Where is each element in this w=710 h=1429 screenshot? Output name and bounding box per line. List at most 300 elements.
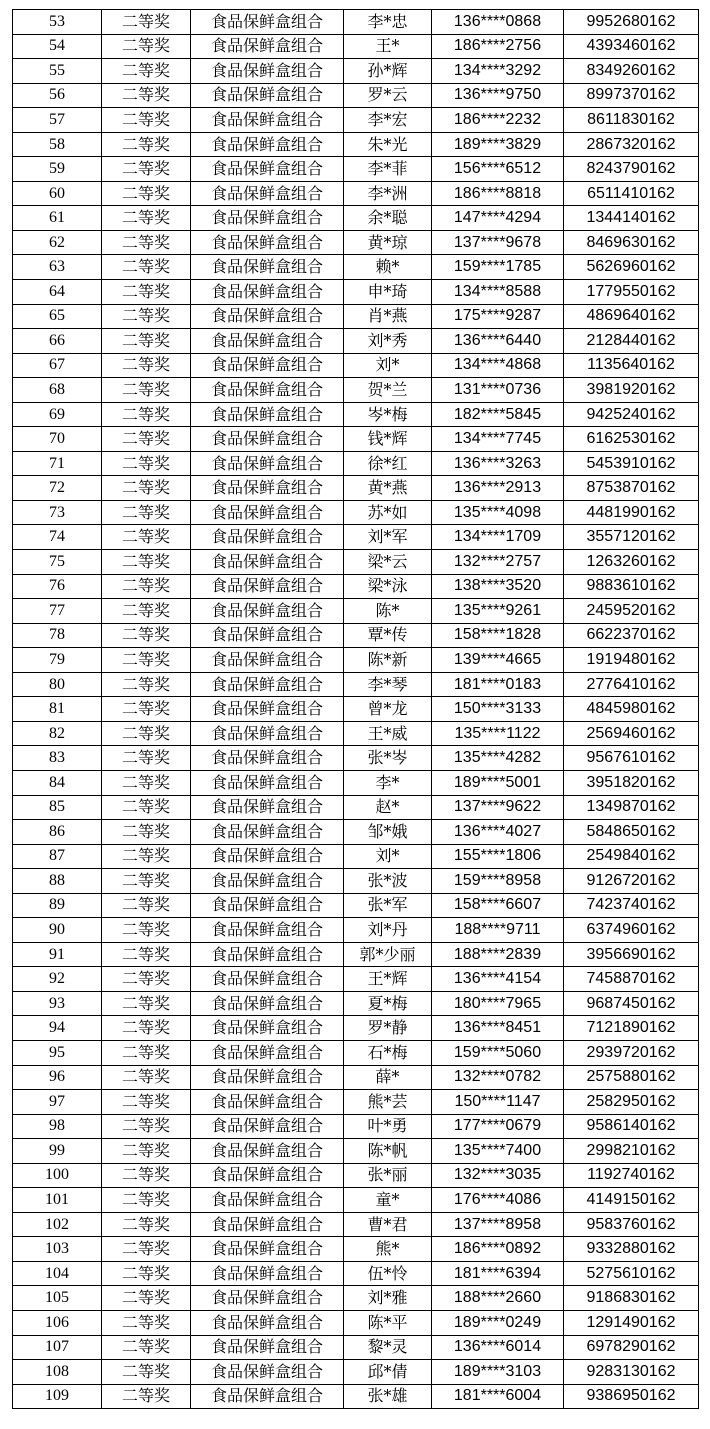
table-row <box>13 1040 699 1065</box>
entry-code-cell: 4393460162 <box>564 34 699 59</box>
phone-number-cell: 135****4098 <box>432 500 564 525</box>
prize-item-cell: 食品保鲜盒组合 <box>191 402 344 427</box>
row-number-cell: 102 <box>13 1212 102 1237</box>
phone-number-cell: 181****6394 <box>432 1261 564 1286</box>
entry-code-cell: 1135640162 <box>564 353 699 378</box>
entry-code-cell: 7458870162 <box>564 967 699 992</box>
entry-code-cell: 1291490162 <box>564 1310 699 1335</box>
table-row <box>13 427 699 452</box>
table-row <box>13 991 699 1016</box>
row-number-cell: 76 <box>13 574 102 599</box>
winner-name-cell: 伍*怜 <box>344 1261 432 1286</box>
prize-level-cell: 二等奖 <box>102 329 191 354</box>
prize-item-cell: 食品保鲜盒组合 <box>191 1310 344 1335</box>
phone-number-cell: 186****2232 <box>432 108 564 133</box>
table-row <box>13 623 699 648</box>
prize-item-cell: 食品保鲜盒组合 <box>191 623 344 648</box>
entry-code-cell: 9687450162 <box>564 991 699 1016</box>
phone-number-cell: 135****1122 <box>432 721 564 746</box>
prize-item-cell: 食品保鲜盒组合 <box>191 599 344 624</box>
row-number-cell: 108 <box>13 1360 102 1385</box>
prize-item-cell: 食品保鲜盒组合 <box>191 500 344 525</box>
prize-level-cell: 二等奖 <box>102 574 191 599</box>
phone-number-cell: 137****8958 <box>432 1212 564 1237</box>
prize-item-cell: 食品保鲜盒组合 <box>191 721 344 746</box>
row-number-cell: 90 <box>13 918 102 943</box>
table-row <box>13 1310 699 1335</box>
table-row <box>13 181 699 206</box>
winner-name-cell: 李*琴 <box>344 672 432 697</box>
row-number-cell: 89 <box>13 893 102 918</box>
prize-level-cell: 二等奖 <box>102 1188 191 1213</box>
row-number-cell: 58 <box>13 132 102 157</box>
table-row <box>13 83 699 108</box>
phone-number-cell: 132****2757 <box>432 550 564 575</box>
winner-name-cell: 刘* <box>344 353 432 378</box>
winner-name-cell: 余*聪 <box>344 206 432 231</box>
row-number-cell: 61 <box>13 206 102 231</box>
prize-level-cell: 二等奖 <box>102 255 191 280</box>
winner-name-cell: 陈* <box>344 599 432 624</box>
entry-code-cell: 5848650162 <box>564 820 699 845</box>
table-row <box>13 1360 699 1385</box>
winner-name-cell: 赖* <box>344 255 432 280</box>
winners-sheet <box>12 9 699 1409</box>
prize-level-cell: 二等奖 <box>102 1139 191 1164</box>
table-row <box>13 550 699 575</box>
entry-code-cell: 9126720162 <box>564 869 699 894</box>
row-number-cell: 87 <box>13 844 102 869</box>
prize-level-cell: 二等奖 <box>102 550 191 575</box>
prize-item-cell: 食品保鲜盒组合 <box>191 1016 344 1041</box>
entry-code-cell: 6978290162 <box>564 1335 699 1360</box>
prize-item-cell: 食品保鲜盒组合 <box>191 1114 344 1139</box>
prize-level-cell: 二等奖 <box>102 500 191 525</box>
phone-number-cell: 136****3263 <box>432 451 564 476</box>
prize-level-cell: 二等奖 <box>102 108 191 133</box>
prize-item-cell: 食品保鲜盒组合 <box>191 574 344 599</box>
winner-name-cell: 刘*雅 <box>344 1286 432 1311</box>
winner-name-cell: 朱*光 <box>344 132 432 157</box>
table-row <box>13 108 699 133</box>
entry-code-cell: 8349260162 <box>564 59 699 84</box>
winner-name-cell: 赵* <box>344 795 432 820</box>
winner-name-cell: 曾*龙 <box>344 697 432 722</box>
entry-code-cell: 2998210162 <box>564 1139 699 1164</box>
prize-item-cell: 食品保鲜盒组合 <box>191 770 344 795</box>
prize-level-cell: 二等奖 <box>102 1335 191 1360</box>
prize-level-cell: 二等奖 <box>102 451 191 476</box>
prize-item-cell: 食品保鲜盒组合 <box>191 697 344 722</box>
entry-code-cell: 5453910162 <box>564 451 699 476</box>
entry-code-cell: 9567610162 <box>564 746 699 771</box>
winner-name-cell: 张*军 <box>344 893 432 918</box>
prize-item-cell: 食品保鲜盒组合 <box>191 34 344 59</box>
prize-item-cell: 食品保鲜盒组合 <box>191 550 344 575</box>
prize-level-cell: 二等奖 <box>102 599 191 624</box>
entry-code-cell: 4869640162 <box>564 304 699 329</box>
table-row <box>13 574 699 599</box>
entry-code-cell: 1263260162 <box>564 550 699 575</box>
phone-number-cell: 134****3292 <box>432 59 564 84</box>
row-number-cell: 92 <box>13 967 102 992</box>
winner-name-cell: 申*琦 <box>344 280 432 305</box>
prize-level-cell: 二等奖 <box>102 697 191 722</box>
prize-level-cell: 二等奖 <box>102 157 191 182</box>
entry-code-cell: 1344140162 <box>564 206 699 231</box>
table-row <box>13 648 699 673</box>
table-row <box>13 280 699 305</box>
entry-code-cell: 9425240162 <box>564 402 699 427</box>
row-number-cell: 85 <box>13 795 102 820</box>
winner-name-cell: 熊* <box>344 1237 432 1262</box>
row-number-cell: 54 <box>13 34 102 59</box>
row-number-cell: 75 <box>13 550 102 575</box>
prize-level-cell: 二等奖 <box>102 1261 191 1286</box>
winner-name-cell: 苏*如 <box>344 500 432 525</box>
phone-number-cell: 136****0868 <box>432 10 564 35</box>
entry-code-cell: 8243790162 <box>564 157 699 182</box>
entry-code-cell: 6511410162 <box>564 181 699 206</box>
prize-level-cell: 二等奖 <box>102 795 191 820</box>
row-number-cell: 107 <box>13 1335 102 1360</box>
table-row <box>13 967 699 992</box>
phone-number-cell: 131****0736 <box>432 378 564 403</box>
row-number-cell: 66 <box>13 329 102 354</box>
table-row <box>13 378 699 403</box>
prize-item-cell: 食品保鲜盒组合 <box>191 1212 344 1237</box>
table-row <box>13 942 699 967</box>
table-row <box>13 1139 699 1164</box>
row-number-cell: 56 <box>13 83 102 108</box>
phone-number-cell: 181****0183 <box>432 672 564 697</box>
phone-number-cell: 158****6607 <box>432 893 564 918</box>
prize-level-cell: 二等奖 <box>102 1286 191 1311</box>
entry-code-cell: 9883610162 <box>564 574 699 599</box>
phone-number-cell: 135****9261 <box>432 599 564 624</box>
entry-code-cell: 2575880162 <box>564 1065 699 1090</box>
entry-code-cell: 3557120162 <box>564 525 699 550</box>
prize-level-cell: 二等奖 <box>102 525 191 550</box>
prize-item-cell: 食品保鲜盒组合 <box>191 255 344 280</box>
phone-number-cell: 159****8958 <box>432 869 564 894</box>
phone-number-cell: 147****4294 <box>432 206 564 231</box>
phone-number-cell: 188****2660 <box>432 1286 564 1311</box>
row-number-cell: 70 <box>13 427 102 452</box>
entry-code-cell: 2459520162 <box>564 599 699 624</box>
prize-level-cell: 二等奖 <box>102 648 191 673</box>
prize-level-cell: 二等奖 <box>102 893 191 918</box>
table-row <box>13 746 699 771</box>
row-number-cell: 99 <box>13 1139 102 1164</box>
prize-item-cell: 食品保鲜盒组合 <box>191 893 344 918</box>
winner-name-cell: 李*洲 <box>344 181 432 206</box>
phone-number-cell: 135****4282 <box>432 746 564 771</box>
table-row <box>13 869 699 894</box>
row-number-cell: 88 <box>13 869 102 894</box>
winner-name-cell: 李*宏 <box>344 108 432 133</box>
prize-level-cell: 二等奖 <box>102 820 191 845</box>
row-number-cell: 81 <box>13 697 102 722</box>
prize-level-cell: 二等奖 <box>102 230 191 255</box>
winner-name-cell: 梁*云 <box>344 550 432 575</box>
table-row <box>13 1261 699 1286</box>
entry-code-cell: 3951820162 <box>564 770 699 795</box>
prize-item-cell: 食品保鲜盒组合 <box>191 451 344 476</box>
row-number-cell: 67 <box>13 353 102 378</box>
phone-number-cell: 134****8588 <box>432 280 564 305</box>
winner-name-cell: 邹*娥 <box>344 820 432 845</box>
prize-item-cell: 食品保鲜盒组合 <box>191 967 344 992</box>
winner-name-cell: 刘*秀 <box>344 329 432 354</box>
winner-name-cell: 王*威 <box>344 721 432 746</box>
table-row <box>13 820 699 845</box>
row-number-cell: 91 <box>13 942 102 967</box>
table-row <box>13 1188 699 1213</box>
table-row <box>13 1286 699 1311</box>
prize-item-cell: 食品保鲜盒组合 <box>191 230 344 255</box>
prize-level-cell: 二等奖 <box>102 1065 191 1090</box>
winner-name-cell: 夏*梅 <box>344 991 432 1016</box>
phone-number-cell: 155****1806 <box>432 844 564 869</box>
entry-code-cell: 8997370162 <box>564 83 699 108</box>
prize-item-cell: 食品保鲜盒组合 <box>191 648 344 673</box>
phone-number-cell: 188****2839 <box>432 942 564 967</box>
entry-code-cell: 1192740162 <box>564 1163 699 1188</box>
prize-level-cell: 二等奖 <box>102 280 191 305</box>
row-number-cell: 101 <box>13 1188 102 1213</box>
entry-code-cell: 1349870162 <box>564 795 699 820</box>
row-number-cell: 53 <box>13 10 102 35</box>
phone-number-cell: 135****7400 <box>432 1139 564 1164</box>
table-row <box>13 157 699 182</box>
prize-level-cell: 二等奖 <box>102 1212 191 1237</box>
entry-code-cell: 3956690162 <box>564 942 699 967</box>
prize-level-cell: 二等奖 <box>102 918 191 943</box>
entry-code-cell: 9586140162 <box>564 1114 699 1139</box>
entry-code-cell: 5626960162 <box>564 255 699 280</box>
row-number-cell: 98 <box>13 1114 102 1139</box>
entry-code-cell: 1779550162 <box>564 280 699 305</box>
prize-item-cell: 食品保鲜盒组合 <box>191 304 344 329</box>
entry-code-cell: 8611830162 <box>564 108 699 133</box>
phone-number-cell: 138****3520 <box>432 574 564 599</box>
prize-item-cell: 食品保鲜盒组合 <box>191 1335 344 1360</box>
winner-name-cell: 岑*梅 <box>344 402 432 427</box>
row-number-cell: 55 <box>13 59 102 84</box>
phone-number-cell: 189****0249 <box>432 1310 564 1335</box>
row-number-cell: 104 <box>13 1261 102 1286</box>
row-number-cell: 105 <box>13 1286 102 1311</box>
prize-item-cell: 食品保鲜盒组合 <box>191 991 344 1016</box>
entry-code-cell: 2776410162 <box>564 672 699 697</box>
phone-number-cell: 132****0782 <box>432 1065 564 1090</box>
entry-code-cell: 4149150162 <box>564 1188 699 1213</box>
entry-code-cell: 7423740162 <box>564 893 699 918</box>
entry-code-cell: 6622370162 <box>564 623 699 648</box>
entry-code-cell: 2549840162 <box>564 844 699 869</box>
winner-name-cell: 邱*倩 <box>344 1360 432 1385</box>
phone-number-cell: 137****9622 <box>432 795 564 820</box>
table-row <box>13 451 699 476</box>
table-row <box>13 672 699 697</box>
row-number-cell: 82 <box>13 721 102 746</box>
table-row <box>13 1212 699 1237</box>
winner-name-cell: 梁*泳 <box>344 574 432 599</box>
phone-number-cell: 186****8818 <box>432 181 564 206</box>
entry-code-cell: 1919480162 <box>564 648 699 673</box>
table-row <box>13 402 699 427</box>
prize-level-cell: 二等奖 <box>102 721 191 746</box>
winner-name-cell: 徐*红 <box>344 451 432 476</box>
prize-level-cell: 二等奖 <box>102 10 191 35</box>
row-number-cell: 83 <box>13 746 102 771</box>
winner-name-cell: 曹*君 <box>344 1212 432 1237</box>
prize-item-cell: 食品保鲜盒组合 <box>191 918 344 943</box>
row-number-cell: 79 <box>13 648 102 673</box>
phone-number-cell: 150****3133 <box>432 697 564 722</box>
entry-code-cell: 6374960162 <box>564 918 699 943</box>
entry-code-cell: 8753870162 <box>564 476 699 501</box>
prize-item-cell: 食品保鲜盒组合 <box>191 10 344 35</box>
phone-number-cell: 186****2756 <box>432 34 564 59</box>
phone-number-cell: 136****4154 <box>432 967 564 992</box>
row-number-cell: 63 <box>13 255 102 280</box>
prize-item-cell: 食品保鲜盒组合 <box>191 1040 344 1065</box>
row-number-cell: 86 <box>13 820 102 845</box>
phone-number-cell: 159****1785 <box>432 255 564 280</box>
prize-item-cell: 食品保鲜盒组合 <box>191 181 344 206</box>
table-row <box>13 525 699 550</box>
entry-code-cell: 8469630162 <box>564 230 699 255</box>
phone-number-cell: 132****3035 <box>432 1163 564 1188</box>
prize-level-cell: 二等奖 <box>102 132 191 157</box>
prize-item-cell: 食品保鲜盒组合 <box>191 1261 344 1286</box>
table-row <box>13 255 699 280</box>
prize-item-cell: 食品保鲜盒组合 <box>191 1286 344 1311</box>
row-number-cell: 93 <box>13 991 102 1016</box>
phone-number-cell: 159****5060 <box>432 1040 564 1065</box>
phone-number-cell: 188****9711 <box>432 918 564 943</box>
row-number-cell: 78 <box>13 623 102 648</box>
prize-level-cell: 二等奖 <box>102 353 191 378</box>
prize-item-cell: 食品保鲜盒组合 <box>191 942 344 967</box>
prize-item-cell: 食品保鲜盒组合 <box>191 820 344 845</box>
prize-item-cell: 食品保鲜盒组合 <box>191 206 344 231</box>
winner-name-cell: 李*菲 <box>344 157 432 182</box>
winner-name-cell: 贺*兰 <box>344 378 432 403</box>
prize-level-cell: 二等奖 <box>102 1040 191 1065</box>
winner-name-cell: 张*岑 <box>344 746 432 771</box>
prize-level-cell: 二等奖 <box>102 770 191 795</box>
table-row <box>13 1016 699 1041</box>
winner-name-cell: 孙*辉 <box>344 59 432 84</box>
winner-name-cell: 王* <box>344 34 432 59</box>
winner-name-cell: 叶*勇 <box>344 1114 432 1139</box>
prize-item-cell: 食品保鲜盒组合 <box>191 795 344 820</box>
table-row <box>13 599 699 624</box>
table-row <box>13 132 699 157</box>
row-number-cell: 68 <box>13 378 102 403</box>
entry-code-cell: 9952680162 <box>564 10 699 35</box>
entry-code-cell: 2128440162 <box>564 329 699 354</box>
table-row <box>13 795 699 820</box>
winner-name-cell: 张*丽 <box>344 1163 432 1188</box>
prize-level-cell: 二等奖 <box>102 402 191 427</box>
prize-item-cell: 食品保鲜盒组合 <box>191 1065 344 1090</box>
winner-name-cell: 郭*少丽 <box>344 942 432 967</box>
prize-level-cell: 二等奖 <box>102 1310 191 1335</box>
winner-name-cell: 黎*灵 <box>344 1335 432 1360</box>
entry-code-cell: 9186830162 <box>564 1286 699 1311</box>
row-number-cell: 71 <box>13 451 102 476</box>
entry-code-cell: 7121890162 <box>564 1016 699 1041</box>
table-row <box>13 329 699 354</box>
phone-number-cell: 189****5001 <box>432 770 564 795</box>
phone-number-cell: 134****7745 <box>432 427 564 452</box>
row-number-cell: 64 <box>13 280 102 305</box>
entry-code-cell: 2939720162 <box>564 1040 699 1065</box>
prize-item-cell: 食品保鲜盒组合 <box>191 1188 344 1213</box>
row-number-cell: 84 <box>13 770 102 795</box>
prize-level-cell: 二等奖 <box>102 623 191 648</box>
row-number-cell: 73 <box>13 500 102 525</box>
row-number-cell: 72 <box>13 476 102 501</box>
winner-name-cell: 李*忠 <box>344 10 432 35</box>
table-row <box>13 1237 699 1262</box>
winner-name-cell: 刘* <box>344 844 432 869</box>
row-number-cell: 57 <box>13 108 102 133</box>
prize-item-cell: 食品保鲜盒组合 <box>191 329 344 354</box>
prize-level-cell: 二等奖 <box>102 1237 191 1262</box>
winner-name-cell: 薛* <box>344 1065 432 1090</box>
entry-code-cell: 5275610162 <box>564 1261 699 1286</box>
row-number-cell: 74 <box>13 525 102 550</box>
winner-name-cell: 刘*军 <box>344 525 432 550</box>
phone-number-cell: 181****6004 <box>432 1384 564 1409</box>
prize-item-cell: 食品保鲜盒组合 <box>191 83 344 108</box>
phone-number-cell: 136****4027 <box>432 820 564 845</box>
row-number-cell: 59 <box>13 157 102 182</box>
phone-number-cell: 189****3103 <box>432 1360 564 1385</box>
winner-name-cell: 黄*燕 <box>344 476 432 501</box>
row-number-cell: 106 <box>13 1310 102 1335</box>
entry-code-cell: 4481990162 <box>564 500 699 525</box>
row-number-cell: 77 <box>13 599 102 624</box>
entry-code-cell: 9583760162 <box>564 1212 699 1237</box>
prize-item-cell: 食品保鲜盒组合 <box>191 59 344 84</box>
row-number-cell: 103 <box>13 1237 102 1262</box>
phone-number-cell: 136****2913 <box>432 476 564 501</box>
table-row <box>13 476 699 501</box>
prize-level-cell: 二等奖 <box>102 59 191 84</box>
row-number-cell: 69 <box>13 402 102 427</box>
winner-name-cell: 陈*平 <box>344 1310 432 1335</box>
table-row <box>13 844 699 869</box>
winner-name-cell: 陈*帆 <box>344 1139 432 1164</box>
table-row <box>13 1090 699 1115</box>
prize-item-cell: 食品保鲜盒组合 <box>191 1237 344 1262</box>
row-number-cell: 94 <box>13 1016 102 1041</box>
table-row <box>13 353 699 378</box>
prize-item-cell: 食品保鲜盒组合 <box>191 1384 344 1409</box>
entry-code-cell: 6162530162 <box>564 427 699 452</box>
winner-name-cell: 张*雄 <box>344 1384 432 1409</box>
row-number-cell: 95 <box>13 1040 102 1065</box>
winner-name-cell: 张*波 <box>344 869 432 894</box>
prize-item-cell: 食品保鲜盒组合 <box>191 844 344 869</box>
table-row <box>13 1163 699 1188</box>
